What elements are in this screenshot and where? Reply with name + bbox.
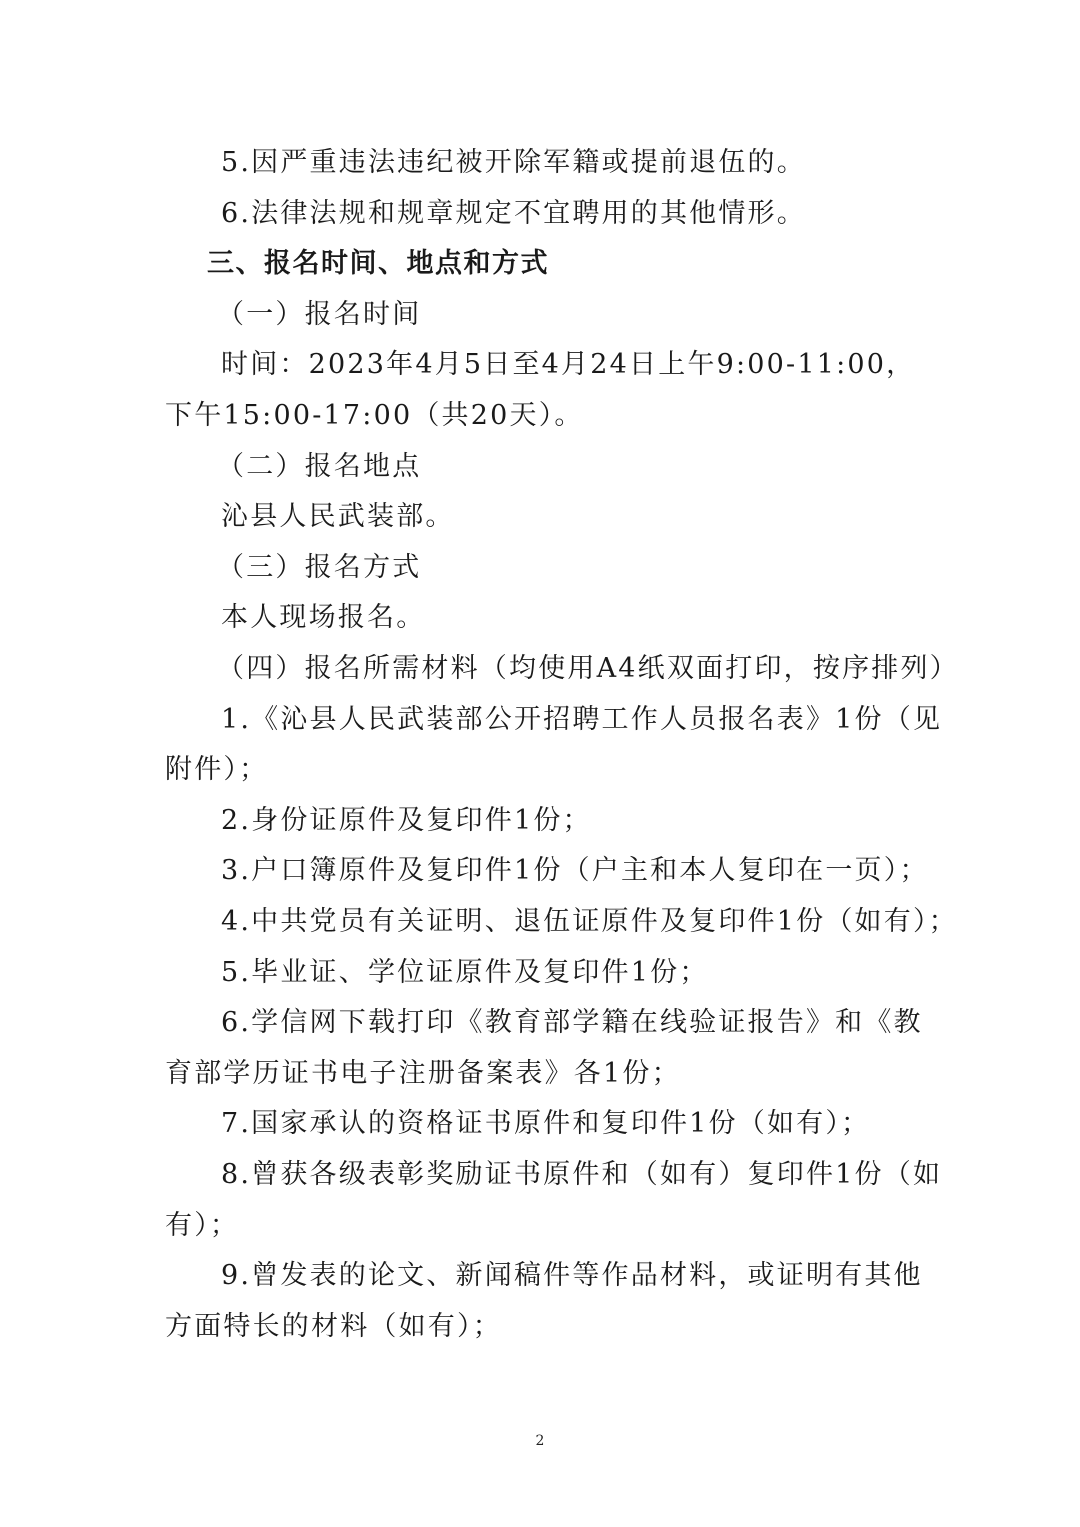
subsection-heading: （四）报名所需材料（均使用A4纸双面打印，按序排列） [217,653,959,684]
subsection-heading: （一）报名时间 [217,299,422,330]
list-item-line: 6.学信网下载打印《教育部学籍在线验证报告》和《教 [221,1007,923,1038]
list-item-line: 附件）； [165,754,269,785]
page-number: 2 [535,1433,545,1449]
list-item-line: 7.国家承认的资格证书原件和复印件1份（如有）； [221,1108,871,1139]
list-item-line: 5.毕业证、学位证原件及复印件1份； [221,957,709,988]
list-item-line: 3.户口簿原件及复印件1份（户主和本人复印在一页）； [221,855,929,886]
list-item-line: 2.身份证原件及复印件1份； [221,805,592,836]
section-heading: 三、报名时间、地点和方式 [207,248,549,279]
subsection-heading: （二）报名地点 [217,451,422,482]
paragraph-line: 6.法律法规和规章规定不宜聘用的其他情形。 [221,198,806,229]
list-item-line: 1.《沁县人民武装部公开招聘工作人员报名表》1份（见 [221,704,943,735]
list-item-line: 育部学历证书电子注册备案表》各1份； [165,1058,681,1089]
paragraph-line: 沁县人民武装部。 [221,501,455,532]
list-item-line: 8.曾获各级表彰奖励证书原件和（如有）复印件1份（如 [221,1159,943,1190]
list-item-line: 方面特长的材料（如有）； [165,1311,502,1342]
list-item-line: 9.曾发表的论文、新闻稿件等作品材料，或证明有其他 [221,1260,923,1291]
list-item-line: 4.中共党员有关证明、退伍证原件及复印件1份（如有）； [221,906,958,937]
paragraph-line: 时间：2023年4月5日至4月24日上午9:00-11:00， [221,349,916,380]
list-item-line: 有）； [165,1210,240,1241]
paragraph-line: 本人现场报名。 [221,602,426,633]
paragraph-line: 下午15:00-17:00（共20天）。 [165,400,584,431]
subsection-heading: （三）报名方式 [217,552,422,583]
paragraph-line: 5.因严重违法违纪被开除军籍或提前退伍的。 [221,147,806,178]
